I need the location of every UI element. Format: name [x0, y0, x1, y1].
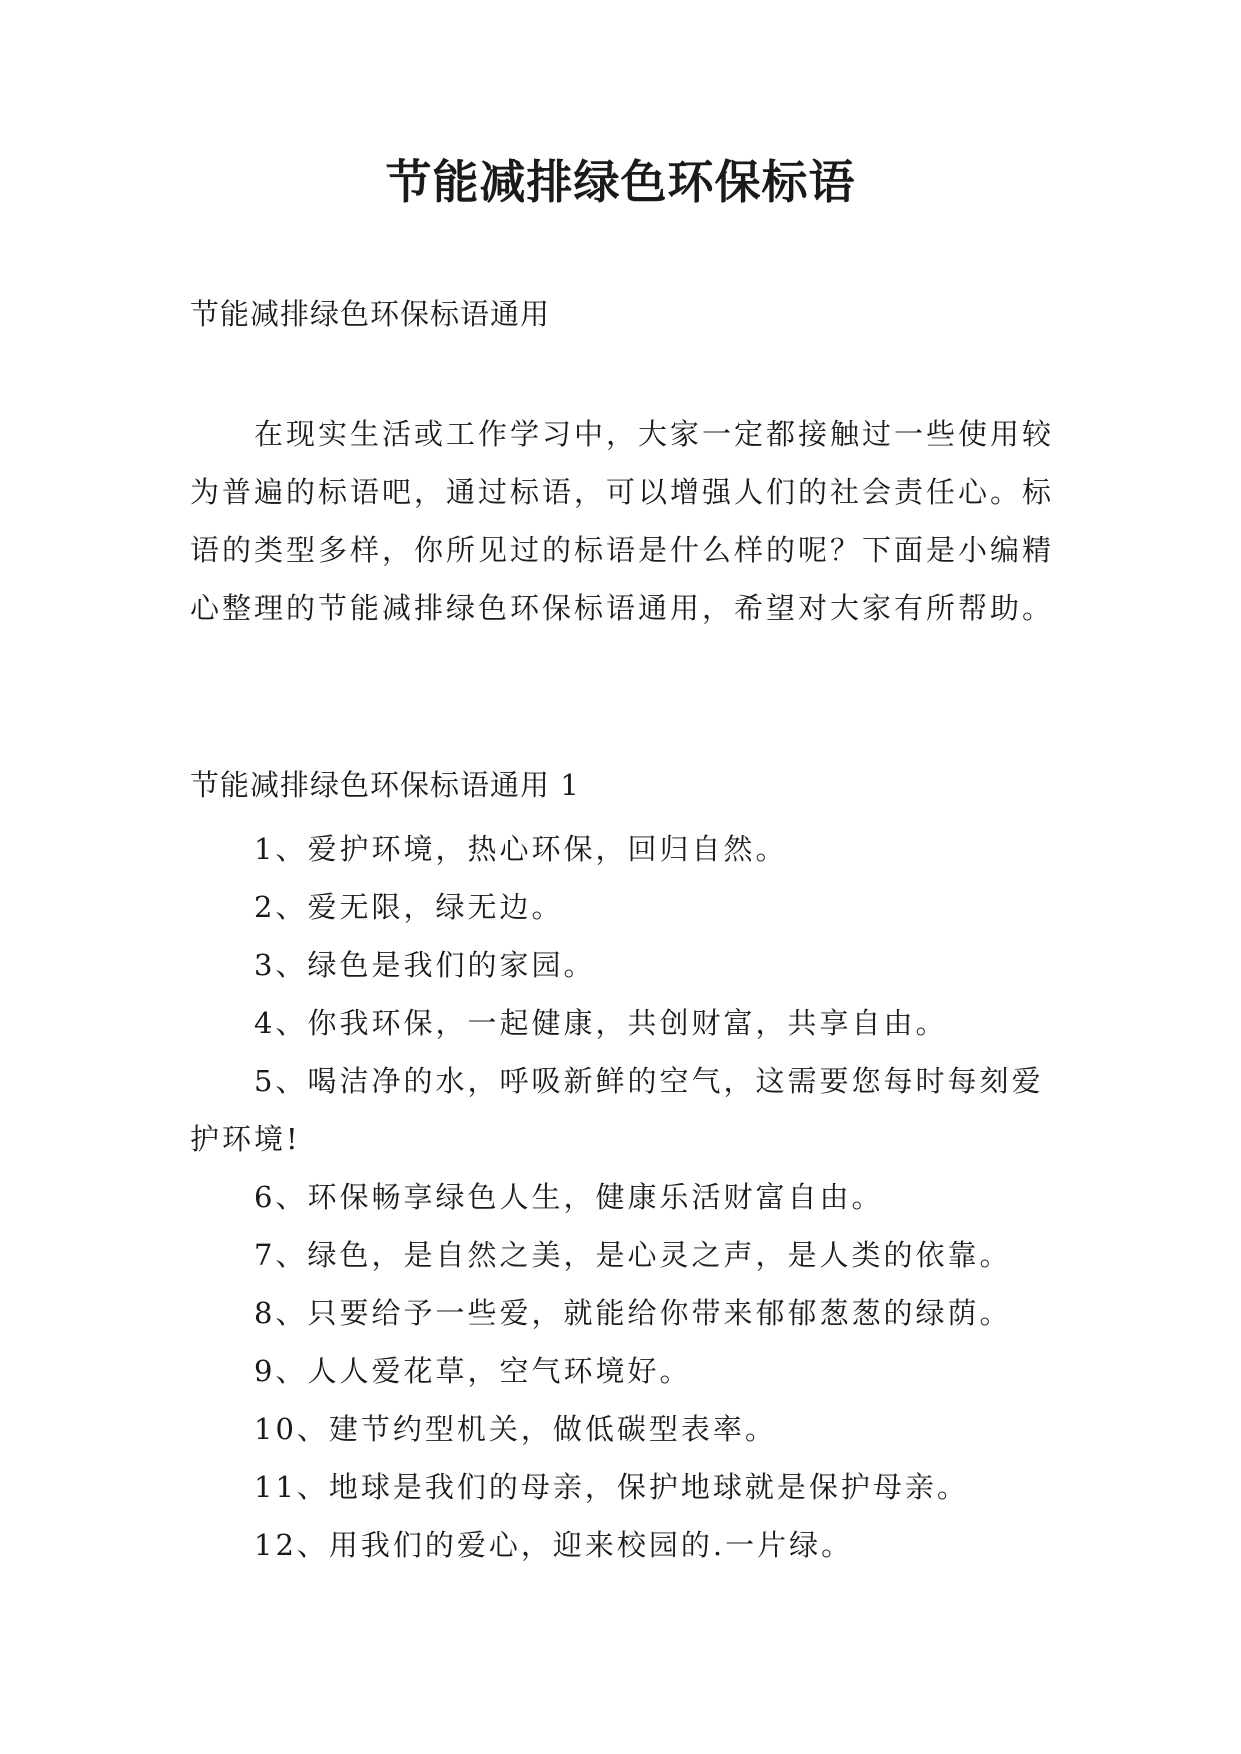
slogan-item: 3、绿色是我们的家园。	[254, 948, 596, 982]
document-subtitle: 节能减排绿色环保标语通用	[190, 297, 551, 331]
slogan-item: 11、地球是我们的母亲，保护地球就是保护母亲。	[254, 1470, 969, 1504]
slogan-item: 5、喝洁净的水，呼吸新鲜的空气，这需要您每时每刻爱护环境!	[190, 1064, 1044, 1156]
section-heading: 节能减排绿色环保标语通用 1	[190, 768, 580, 802]
slogan-item: 7、绿色，是自然之美，是心灵之声，是人类的依靠。	[254, 1238, 1012, 1272]
intro-paragraph: 在现实生活或工作学习中，大家一定都接触过一些使用较为普遍的标语吧，通过标语，可以增强人们的社会责任心。标语的类型多样，你所见过的标语是什么样的呢？下面是小编精心整理的节能减排绿色环保标语通用，希望对大家有所帮助。	[190, 417, 1055, 625]
slogan-item: 2、爱无限，绿无边。	[254, 890, 564, 924]
slogan-item: 9、人人爱花草，空气环境好。	[254, 1354, 692, 1388]
slogan-item: 1、爱护环境，热心环保，回归自然。	[254, 832, 788, 866]
slogan-item: 6、环保畅享绿色人生，健康乐活财富自由。	[254, 1180, 884, 1214]
document-title: 节能减排绿色环保标语	[385, 155, 856, 209]
slogan-list	[190, 820, 1060, 1574]
slogan-item: 12、用我们的爱心，迎来校园的.一片绿。	[254, 1528, 854, 1562]
slogan-item: 4、你我环保，一起健康，共创财富，共享自由。	[254, 1006, 948, 1040]
slogan-item: 8、只要给予一些爱，就能给你带来郁郁葱葱的绿荫。	[254, 1296, 1012, 1330]
slogan-item: 10、建节约型机关，做低碳型表率。	[254, 1412, 777, 1446]
